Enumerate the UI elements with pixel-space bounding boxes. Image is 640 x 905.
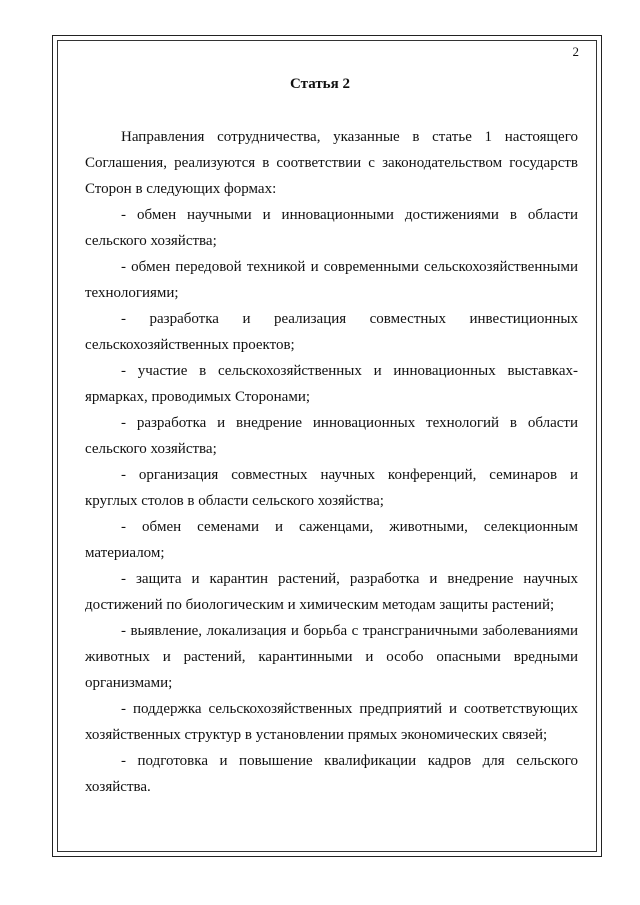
list-item: - участие в сельскохозяйственных и инновационных выставках-ярмарках, проводимых Сторонами; — [85, 363, 578, 405]
list-item: - разработка и внедрение инновационных технологий в области сельского хозяйства; — [85, 415, 578, 457]
list-item: - подготовка и повышение квалификации кадров для сельского хозяйства. — [85, 753, 578, 795]
intro-paragraph: Направления сотрудничества, указанные в статье 1 настоящего Соглашения, реализуются в соответствии с законодательством государств Сторон в следующих формах: — [85, 129, 578, 197]
list-item: - обмен научными и инновационными достижениями в области сельского хозяйства; — [85, 207, 578, 249]
list-item: - защита и карантин растений, разработка и внедрение научных достижений по биологическим и химическим методам защиты растений; — [85, 571, 578, 613]
list-item: - организация совместных научных конференций, семинаров и круглых столов в области сельского хозяйства; — [85, 467, 578, 509]
page-number: 2 — [572, 44, 579, 59]
list-item: - обмен передовой техникой и современными сельскохозяйственными технологиями; — [85, 259, 578, 301]
list-item: - обмен семенами и саженцами, животными, селекционным материалом; — [85, 519, 578, 561]
article-heading: Статья 2 — [290, 76, 350, 92]
list-item: - выявление, локализация и борьба с трансграничными заболеваниями животных и растений, карантинными и особо опасными вредными организмами; — [85, 623, 578, 691]
article-body — [85, 124, 578, 800]
list-item: - поддержка сельскохозяйственных предприятий и соответствующих хозяйственных структур в установлении прямых экономических связей; — [85, 701, 578, 743]
list-item: - разработка и реализация совместных инвестиционных сельскохозяйственных проектов; — [85, 311, 578, 353]
